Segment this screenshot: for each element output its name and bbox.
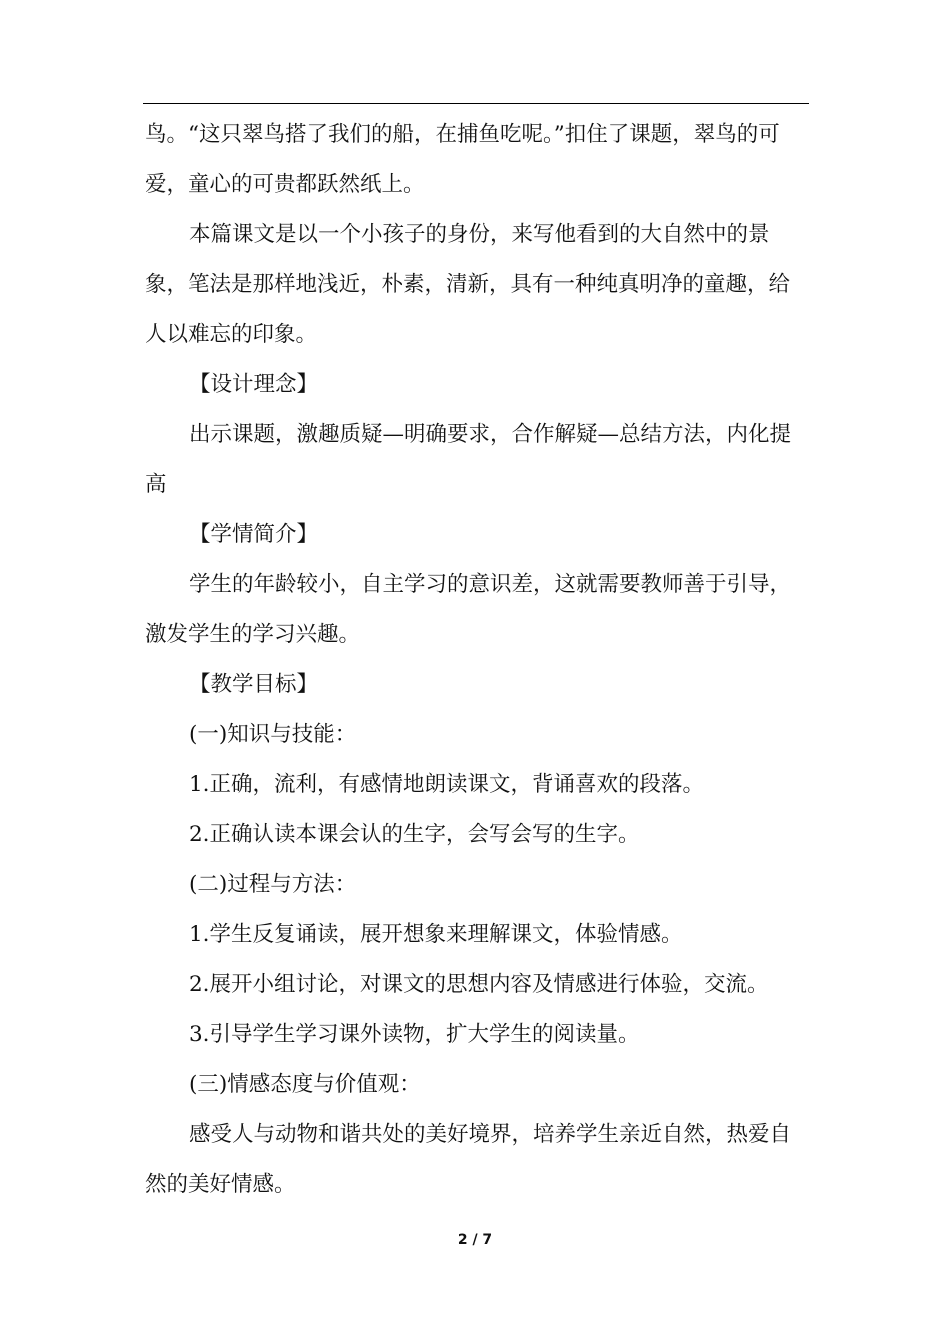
section-heading: 【教学目标】 xyxy=(189,672,319,697)
page-indicator: 2 / 7 xyxy=(457,1232,493,1248)
body-line: 爱，童心的可贵都跃然纸上。 xyxy=(145,172,425,197)
subsection-heading: (二)过程与方法： xyxy=(189,872,357,897)
body-line: 高 xyxy=(145,472,167,497)
section-heading: 【学情简介】 xyxy=(189,522,319,547)
body-line: 鸟。“这只翠鸟搭了我们的船，在捕鱼吃呢。”扣住了课题，翠鸟的可 xyxy=(145,122,780,147)
body-line: 然的美好情感。 xyxy=(145,1172,296,1197)
list-item: 2.正确认读本课会认的生字，会写会写的生字。 xyxy=(189,822,640,847)
body-line: 人以难忘的印象。 xyxy=(145,322,318,347)
body-line: 学生的年龄较小，自主学习的意识差，这就需要教师善于引导， xyxy=(189,572,792,597)
body-line: 感受人与动物和谐共处的美好境界，培养学生亲近自然，热爱自 xyxy=(189,1122,792,1147)
body-line: 激发学生的学习兴趣。 xyxy=(145,622,361,647)
subsection-heading: (一)知识与技能： xyxy=(189,722,357,747)
list-item: 3.引导学生学习课外读物，扩大学生的阅读量。 xyxy=(189,1022,640,1047)
list-item: 1.学生反复诵读，展开想象来理解课文，体验情感。 xyxy=(189,922,683,947)
body-line: 出示课题，激趣质疑—明确要求，合作解疑—总结方法，内化提 xyxy=(189,422,792,447)
section-heading: 【设计理念】 xyxy=(189,372,319,397)
list-item: 2.展开小组讨论，对课文的思想内容及情感进行体验，交流。 xyxy=(189,972,769,997)
list-item: 1.正确，流利，有感情地朗读课文，背诵喜欢的段落。 xyxy=(189,772,705,797)
body-line: 象，笔法是那样地浅近，朴素，清新，具有一种纯真明净的童趣，给 xyxy=(145,272,791,297)
subsection-heading: (三)情感态度与价值观： xyxy=(189,1072,421,1097)
header-rule xyxy=(143,103,809,104)
body-line: 本篇课文是以一个小孩子的身份，来写他看到的大自然中的景 xyxy=(189,222,770,247)
